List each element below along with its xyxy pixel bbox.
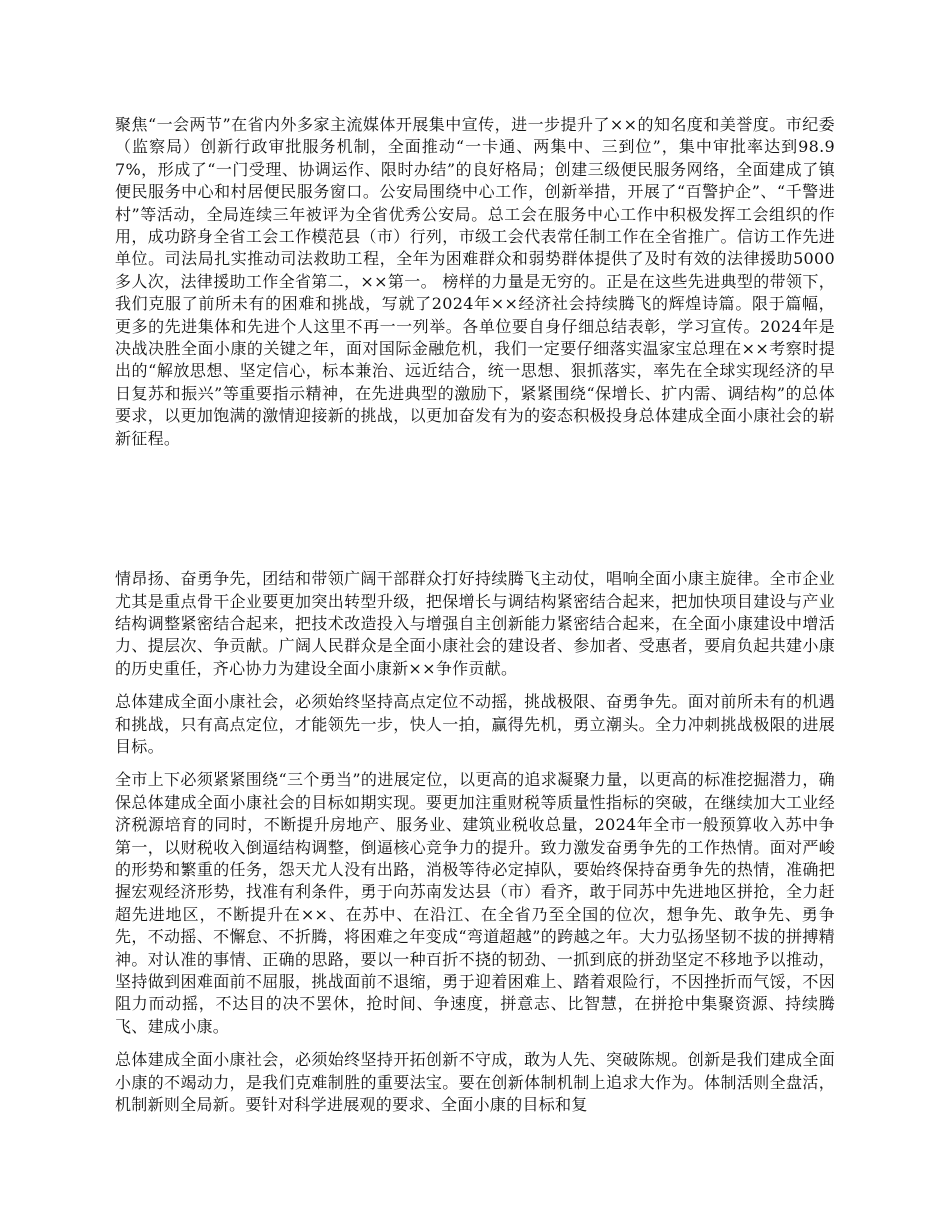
paragraph-2: 情昂扬、奋勇争先，团结和带领广阔干部群众打好持续腾飞主动仗，唱响全面小康主旋律。全市企业尤其是重点骨干企业要更加突出转型升级，把保增长与调结构紧密结合起来，把加快项目建设与产业结构调整紧密结合起来，把技术改造投入与增强自主创新能力紧密结合起来，在全面小康建设中增活力、提层次、争贡献。广阔人民群众是全面小康社会的建设者、参加者、受惠者，要肩负起共建小康的历史重任，齐心协力为建设全面小康新××争作贡献。 [115,569,835,678]
paragraph-4: 全市上下必须紧紧围绕“三个勇当”的进展定位，以更高的追求凝聚力量，以更高的标准挖掘潜力，确保总体建成全面小康社会的目标如期实现。要更加注重财税等质量性指标的突破，在继续加大工业经济税源培育的同时，不断提升房地产、服务业、建筑业税收总量，2024年全市一般预算收入苏中争第一，以财税收入倒逼结构调整，倒逼核心竞争力的提升。致力激发奋勇争先的工作热情。面对严峻的形势和繁重的任务，怨天尤人没有出路，消极等待必定掉队，要始终保持奋勇争先的热情，准确把握宏观经济形势，找准有利条件，勇于向苏南发达县（市）看齐，敢于同苏中先进地区拼抢，全力赶超先进地区，不断提升在××、在苏中、在沿江、在全省乃至全国的位次，想争先、敢争先、勇争先，不动摇、不懈怠、不折腾，将困难之年变成“弯道超越”的跨越之年。大力弘扬坚韧不拔的拼搏精神。对认准的事情、正确的思路，要以一种百折不挠的韧劲、一抓到底的拼劲坚定不移地予以推动，坚持做到困难面前不屈服，挑战面前不退缩，勇于迎着困难上、踏着艰险行，不因挫折而气馁，不因阻力而动摇，不达目的决不罢休，抢时间、争速度，拼意志、比智慧，在拼抢中集聚资源、持续腾飞、建成小康。 [115,770,835,1036]
paragraph-1: 聚焦“一会两节”在省内外多家主流媒体开展集中宣传，进一步提升了××的知名度和美誉度。市纪委（监察局）创新行政审批服务机制，全面推动“一卡通、两集中、三到位”，集中审批率达到98.97%，形成了“一门受理、协调运作、限时办结”的良好格局；创建三级便民服务网络，全面建成了镇便民服务中心和村居便民服务窗口。公安局围绕中心工作，创新举措，开展了“百警护企”、“千警进村”等活动，全局连续三年被评为全省优秀公安局。总工会在服务中心工作中积极发挥工会组织的作用，成功跻身全省工会工作模范县（市）行列，市级工会代表常任制工作在全省推广。信访工作先进单位。司法局扎实推动司法救助工程，全年为困难群众和弱势群体提供了及时有效的法律援助5000多人次，法律援助工作全省第二，××第一。 榜样的力量是无穷的。正是在这些先进典型的带领下，我们克服了前所未有的困难和挑战，写就了2024年××经济社会持续腾飞的辉煌诗篇。限于篇幅，更多的先进集体和先进个人这里不再一一列举。各单位要自身仔细总结表彰，学习宣传。2024年是决战决胜全面小康的关键之年，面对国际金融危机，我们一定要仔细落实温家宝总理在××考察时提出的“解放思想、坚定信心，标本兼治、远近结合，统一思想、狠抓落实，率先在全球实现经济的早日复苏和振兴”等重要指示精神，在先进典型的激励下，紧紧围绕“保增长、扩内需、调结构”的总体要求，以更加饱满的激情迎接新的挑战，以更加奋发有为的姿态积极投身总体建成全面小康社会的崭新征程。 [115,115,835,448]
paragraph-5: 总体建成全面小康社会，必须始终坚持开拓创新不守成，敢为人先、突破陈规。创新是我们建成全面小康的不竭动力，是我们克难制胜的重要法宝。要在创新体制机制上追求大作为。体制活则全盘活，机制新则全局新。要针对科学进展观的要求、全面小康的目标和复 [115,1050,835,1115]
paragraph-3: 总体建成全面小康社会，必须始终坚持高点定位不动摇，挑战极限、奋勇争先。面对前所未有的机遇和挑战，只有高点定位，才能领先一步，快人一拍，赢得先机，勇立潮头。全力冲刺挑战极限的进展目标。 [115,692,835,756]
document-page [115,84,835,1116]
